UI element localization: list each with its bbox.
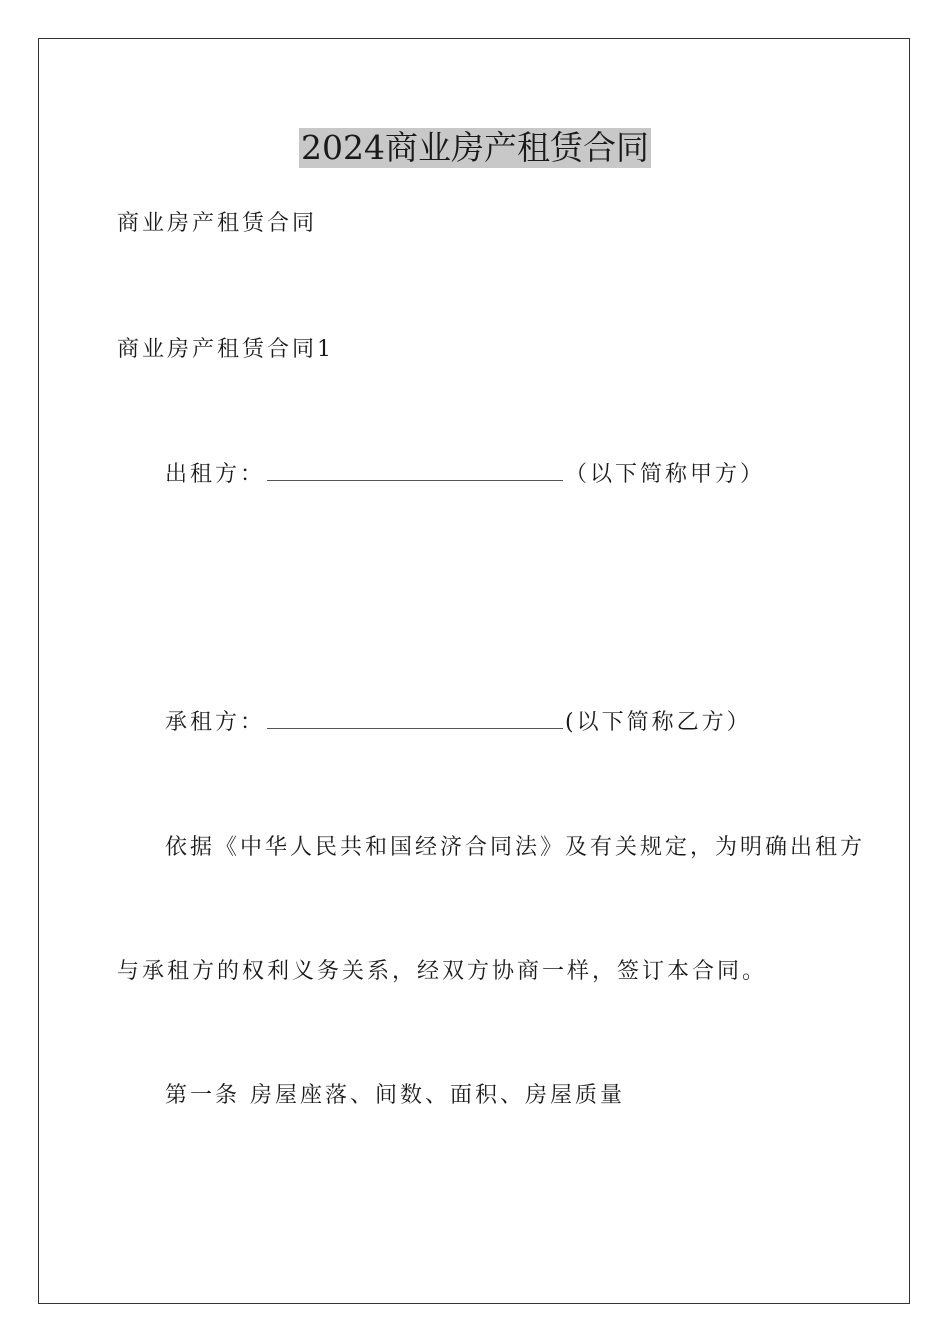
document-subtitle: 商业房产租赁合同 <box>117 211 318 236</box>
lessor-line <box>165 460 765 489</box>
lessor-label: 出租方： <box>165 462 266 487</box>
lessor-blank-field[interactable] <box>267 460 563 481</box>
title-container <box>0 128 950 168</box>
lessee-suffix: (以下简称乙方） <box>565 710 752 735</box>
paragraph-1-line-1: 依据《中华人民共和国经济合同法》及有关规定，为明确出租方 <box>165 835 866 860</box>
lessor-suffix: （以下简称甲方） <box>565 462 766 487</box>
lessee-line <box>165 708 752 737</box>
document-title: 2024商业房产租赁合同 <box>301 128 649 167</box>
article-1-heading: 第一条 房屋座落、间数、面积、房屋质量 <box>165 1083 625 1108</box>
section-title: 商业房产租赁合同1 <box>117 337 334 362</box>
lessee-blank-field[interactable] <box>267 708 563 729</box>
lessee-label: 承租方： <box>165 710 266 735</box>
paragraph-1-line-2: 与承租方的权利义务关系，经双方协商一样，签订本合同。 <box>117 959 768 984</box>
